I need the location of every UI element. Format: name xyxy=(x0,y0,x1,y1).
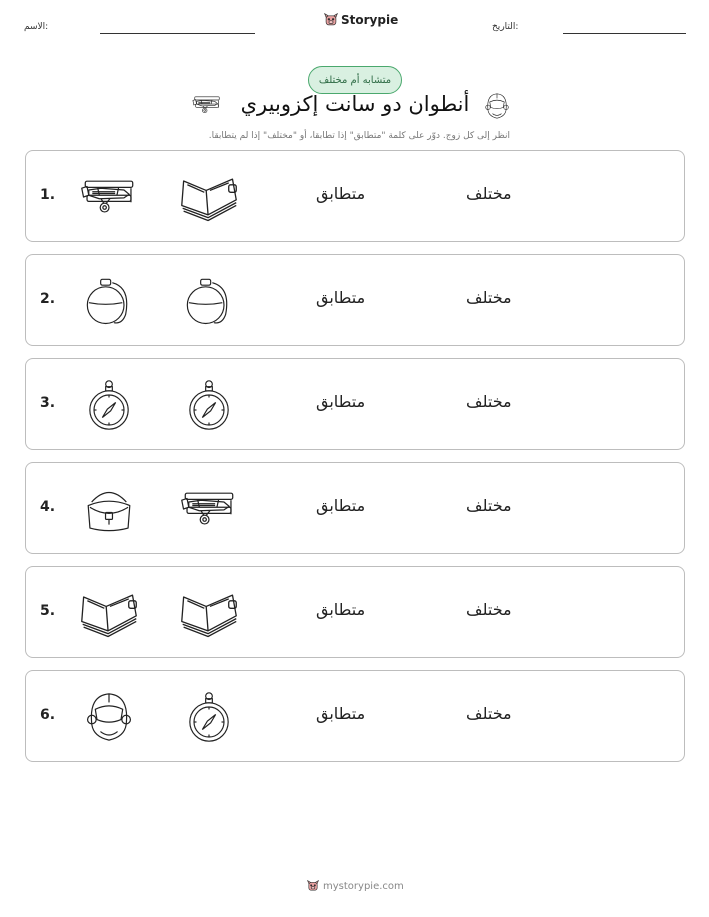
page-title: أنطوان دو سانت إكزوبيري xyxy=(240,92,470,116)
same-option[interactable]: متطابق xyxy=(316,184,366,203)
airplane-icon xyxy=(80,175,138,219)
brand-name: Storypie xyxy=(341,13,399,27)
book-icon xyxy=(178,587,240,639)
instructions: انظر إلى كل زوج. دوّر على كلمة "متطابق" إذا تطابقا، أو "مختلف" إذا لم يتطابقا. xyxy=(208,131,510,141)
compass-icon xyxy=(184,690,234,744)
different-option[interactable]: مختلف xyxy=(466,496,512,515)
date-line[interactable] xyxy=(563,33,686,34)
row-number: 5. xyxy=(40,603,56,619)
different-option[interactable]: مختلف xyxy=(466,600,512,619)
canteen-icon xyxy=(184,275,234,327)
exercise-row xyxy=(25,566,685,658)
name-label: الاسم: xyxy=(24,22,49,32)
row-number: 1. xyxy=(40,187,56,203)
activity-badge: متشابه أم مختلف xyxy=(308,66,402,94)
different-option[interactable]: مختلف xyxy=(466,288,512,307)
book-icon xyxy=(178,171,240,223)
same-option[interactable]: متطابق xyxy=(316,496,366,515)
row-number: 6. xyxy=(40,707,56,723)
row-number: 4. xyxy=(40,499,56,515)
different-option[interactable]: مختلف xyxy=(466,704,512,723)
brand-logo xyxy=(324,13,398,27)
same-option[interactable]: متطابق xyxy=(316,704,366,723)
canteen-icon xyxy=(84,275,134,327)
name-line[interactable] xyxy=(100,33,255,34)
pig-logo-icon xyxy=(307,880,319,892)
footer xyxy=(307,880,404,892)
same-option[interactable]: متطابق xyxy=(316,392,366,411)
pig-logo-icon xyxy=(324,13,338,27)
compass-icon xyxy=(184,378,234,432)
row-number: 2. xyxy=(40,291,56,307)
exercise-row xyxy=(25,670,685,762)
exercise-row xyxy=(25,358,685,450)
same-option[interactable]: متطابق xyxy=(316,600,366,619)
same-option[interactable]: متطابق xyxy=(316,288,366,307)
book-icon xyxy=(78,587,140,639)
exercise-row xyxy=(25,254,685,346)
row-number: 3. xyxy=(40,395,56,411)
date-label: التاريخ: xyxy=(492,22,519,32)
exercise-row xyxy=(25,150,685,242)
satchel-icon xyxy=(83,484,135,534)
exercise-row xyxy=(25,462,685,554)
airplane-icon xyxy=(180,487,238,531)
different-option[interactable]: مختلف xyxy=(466,184,512,203)
footer-url[interactable]: mystorypie.com xyxy=(323,880,404,892)
helmet-icon xyxy=(484,92,510,120)
different-option[interactable]: مختلف xyxy=(466,392,512,411)
helmet-icon xyxy=(85,690,133,744)
airplane-icon xyxy=(192,94,222,116)
compass-icon xyxy=(84,378,134,432)
